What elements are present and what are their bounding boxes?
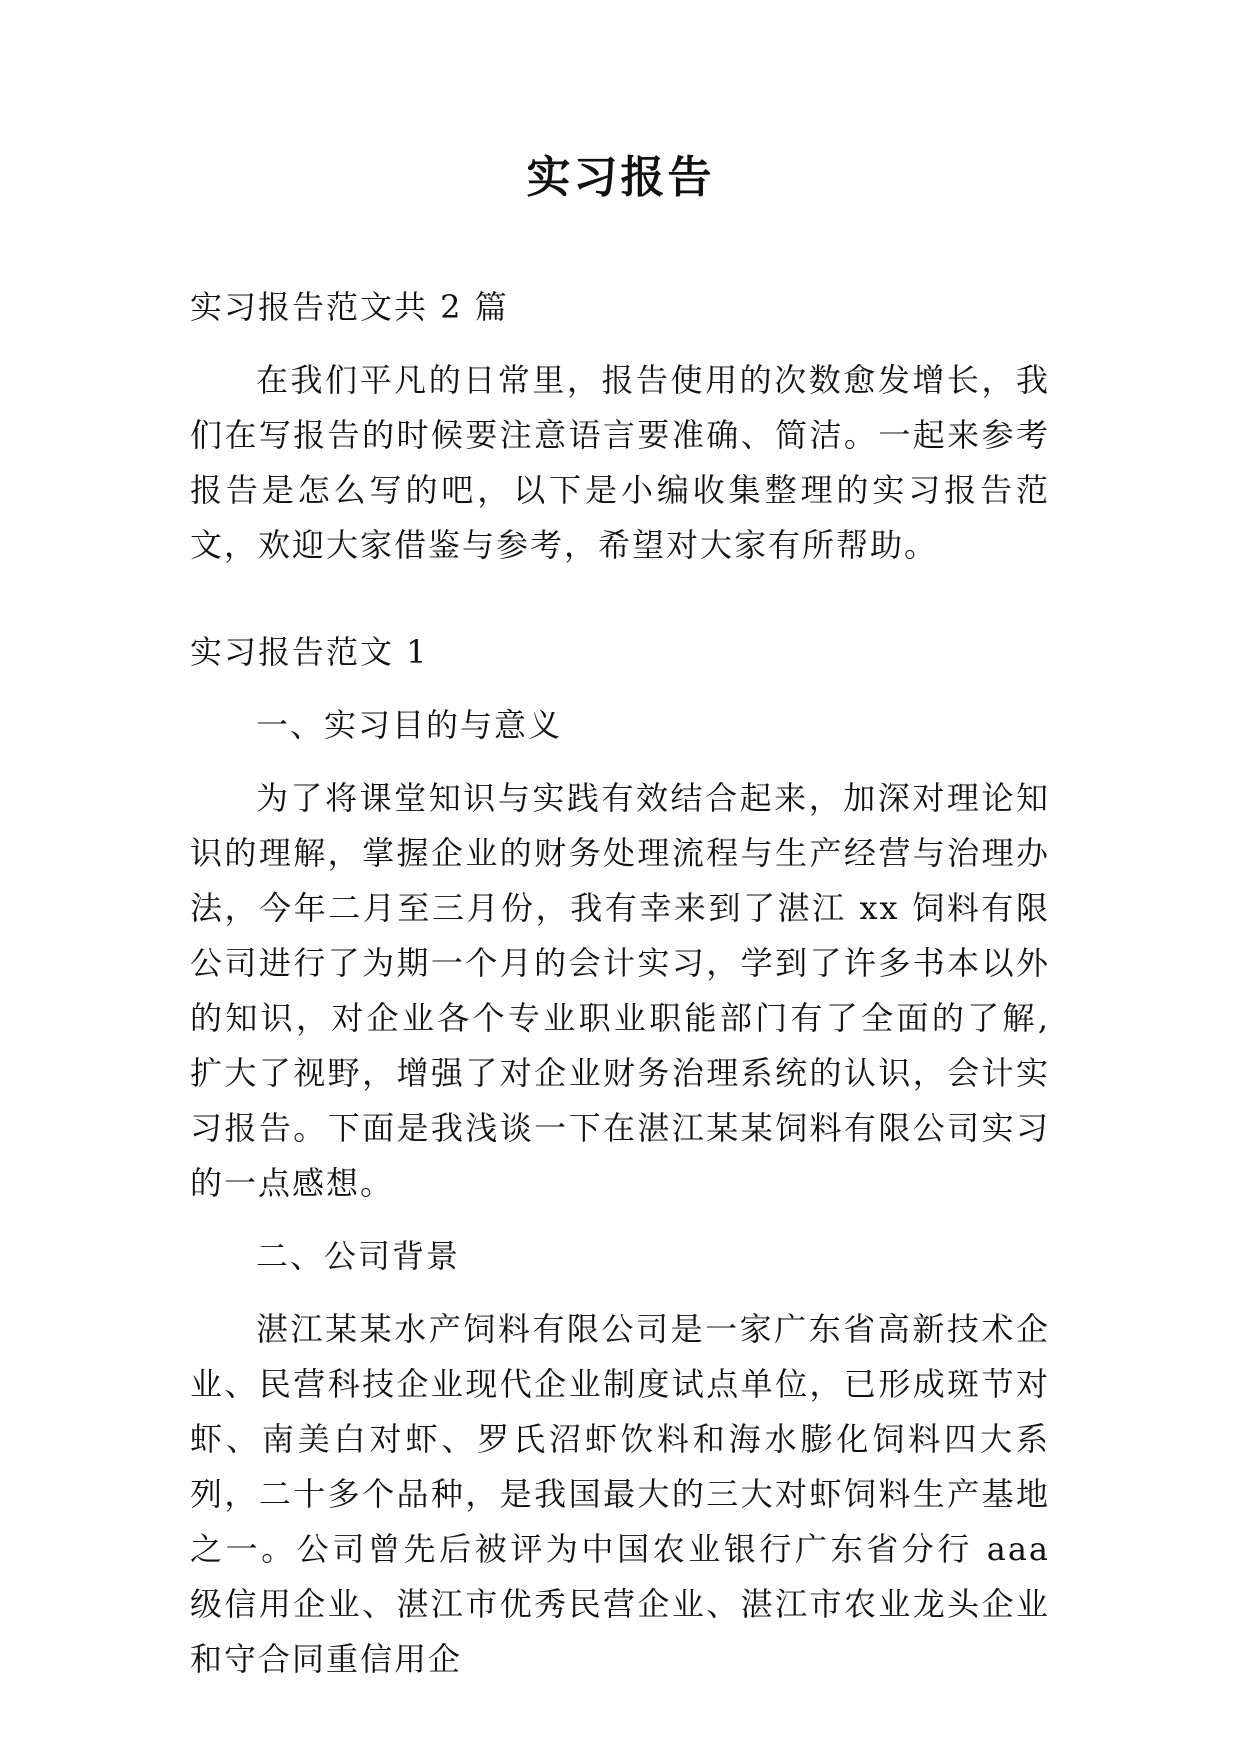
subtitle: 实习报告范文共 2 篇 [190, 288, 509, 326]
heading-company-background: 二、公司背景 [256, 1237, 461, 1275]
spacer [190, 1284, 1050, 1302]
spacer [190, 753, 1050, 771]
spacer [190, 680, 1050, 698]
spacer [190, 1211, 1050, 1229]
intro-paragraph: 在我们平凡的日常里，报告使用的次数愈发增长，我们在写报告的时候要注意语言要准确、简洁。一起来参考报告是怎么写的吧，以下是小编收集整理的实习报告范文，欢迎大家借鉴与参考，希望对大家有所帮助。 [190, 361, 1050, 564]
spacer [190, 573, 1050, 625]
company-background-paragraph: 湛江某某水产饲料有限公司是一家广东省高新技术企业、民营科技企业现代企业制度试点单位，已形成斑节对虾、南美白对虾、罗氏沼虾饮料和海水膨化饲料四大系列，二十多个品种，是我国最大的三大对虾饲料生产基地之一。公司曾先后被评为中国农业银行广东省分行 aaa 级信用企业、湛江市优秀民营企业、湛江市农业龙头企业和守合同重信用企 [190, 1310, 1050, 1678]
spacer [190, 335, 1050, 353]
purpose-paragraph: 为了将课堂知识与实践有效结合起来，加深对理论知识的理解，掌握企业的财务处理流程与生产经营与治理办法，今年二月至三月份，我有幸来到了湛江 xx 饲料有限公司进行了为期一个月的会计实习，学到了许多书本以外的知识，对企业各个专业职业职能部门有了全面的了解,扩大了视野，增强了对企业财务治理系统的认识，会计实习报告。下面是我浅谈一下在湛江某某饲料有限公司实习的一点感想。 [190, 779, 1050, 1202]
section-title: 实习报告范文 1 [190, 633, 429, 671]
heading-purpose: 一、实习目的与意义 [256, 706, 563, 744]
document-body [190, 280, 1050, 1687]
document-title: 实习报告 [526, 152, 715, 203]
